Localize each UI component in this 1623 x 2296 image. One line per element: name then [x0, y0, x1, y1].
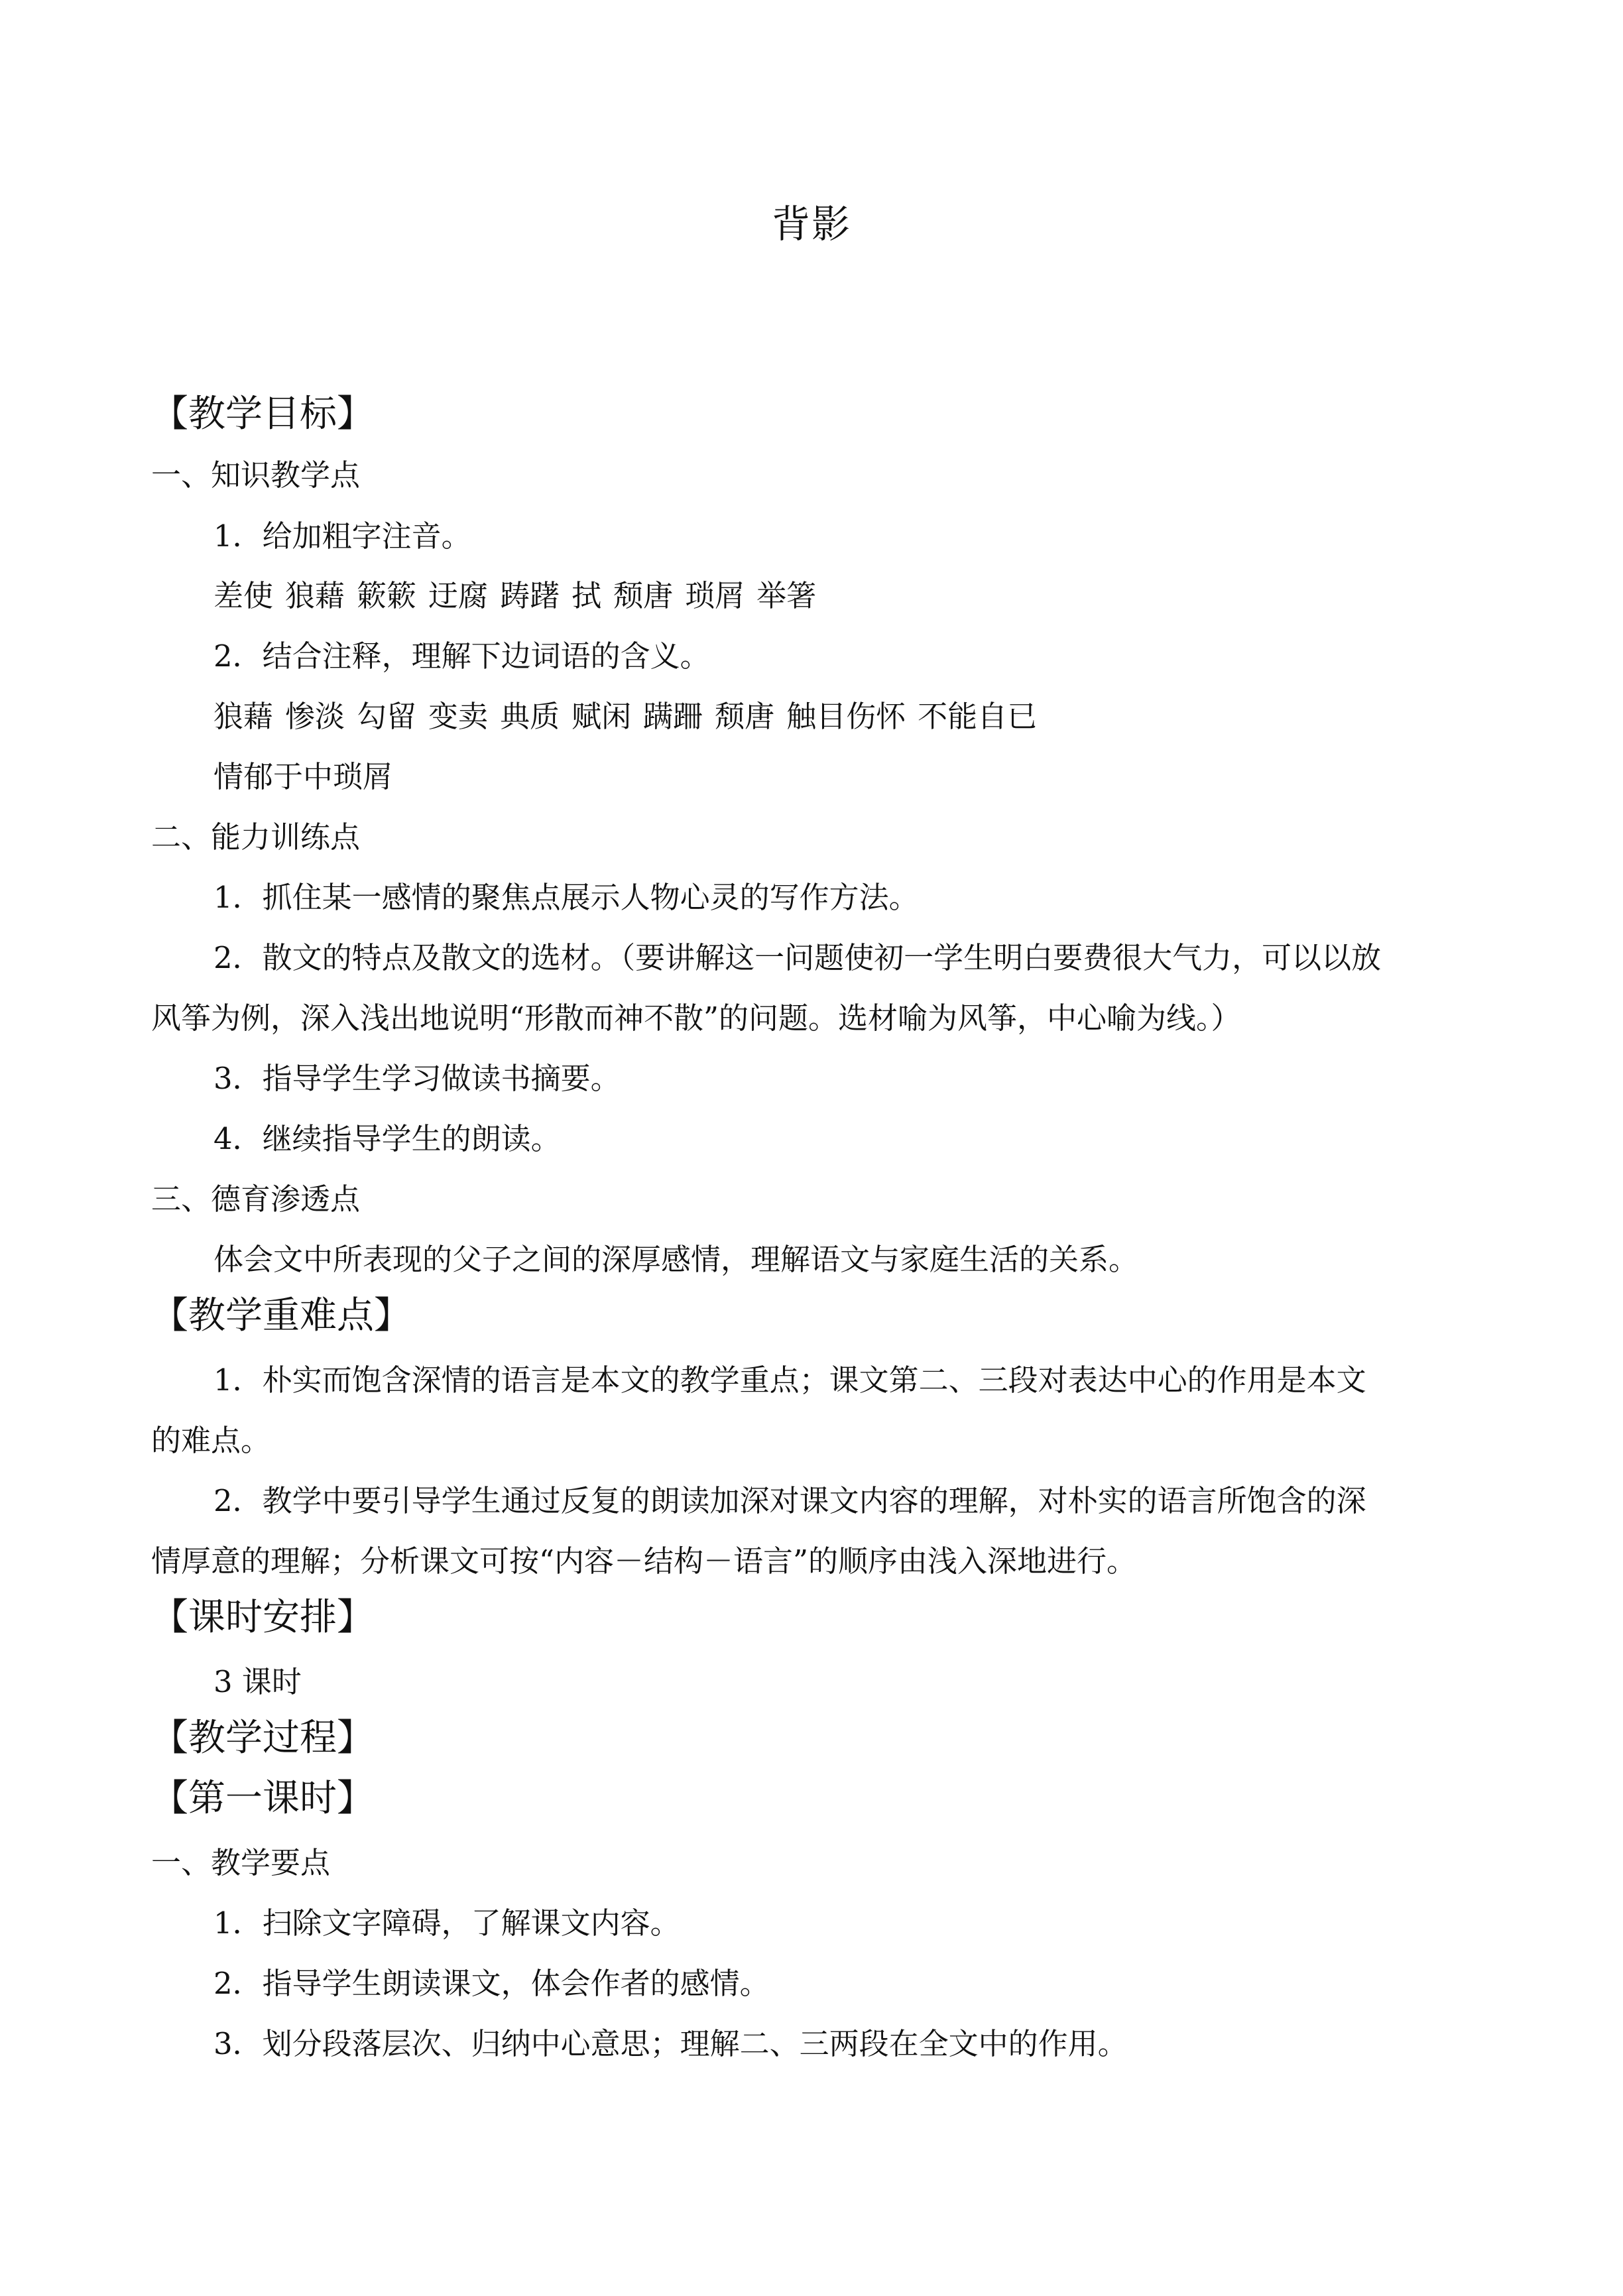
key-point-2-line-2: 情厚意的理解；分析课文可按“内容－结构－语言”的顺序由浅入深地进行。 — [151, 1543, 1137, 1579]
word: 惨淡 — [285, 699, 345, 734]
teaching-point-2: 2．指导学生朗读课文，体会作者的感情。 — [213, 1966, 770, 2001]
word: 狼藉 — [213, 699, 274, 734]
word: 差使 — [213, 578, 274, 613]
schedule-text: 3 课时 — [213, 1664, 302, 1699]
word: 触目伤怀 — [786, 699, 906, 734]
word: 举箸 — [756, 578, 817, 613]
teaching-point-1: 1．扫除文字障碍，了解课文内容。 — [213, 1905, 680, 1941]
ability-item-1: 1．抓住某一感情的聚焦点展示人物心灵的写作方法。 — [213, 880, 919, 915]
knowledge-item-2: 2．结合注释，理解下边词语的含义。 — [213, 638, 710, 674]
schedule-heading: 【课时安排】 — [151, 1596, 374, 1639]
word: 迂腐 — [428, 578, 489, 613]
word: 狼藉 — [285, 578, 345, 613]
word: 勾留 — [357, 699, 417, 734]
word: 赋闲 — [571, 699, 632, 734]
ability-item-3: 3．指导学生学习做读书摘要。 — [213, 1061, 621, 1096]
word: 不能自已 — [918, 699, 1038, 734]
moral-heading: 三、德育渗透点 — [151, 1181, 361, 1217]
vocabulary-word-list-continued: 情郁于中琐屑 — [213, 759, 393, 794]
ability-item-2-line-1: 2．散文的特点及散文的选材。（要讲解这一问题使初一学生明白要费很大气力，可以以放 — [213, 940, 1382, 975]
word: 变卖 — [428, 699, 489, 734]
goals-heading: 【教学目标】 — [151, 393, 374, 436]
ability-item-4: 4．继续指导学生的朗读。 — [213, 1121, 561, 1156]
key-point-1-line-2: 的难点。 — [151, 1423, 271, 1458]
teaching-point-3: 3．划分段落层次、归纳中心意思；理解二、三两段在全文中的作用。 — [213, 2026, 1128, 2061]
teaching-points-heading: 一、教学要点 — [151, 1845, 331, 1880]
word: 拭 — [571, 578, 602, 613]
word: 颓唐 — [613, 578, 674, 613]
key-points-heading: 【教学重难点】 — [151, 1294, 411, 1337]
vocabulary-word-list — [213, 694, 1049, 740]
knowledge-heading: 一、知识教学点 — [151, 457, 361, 493]
moral-text: 体会文中所表现的父子之间的深厚感情，理解语文与家庭生活的关系。 — [213, 1242, 1139, 1277]
word: 典质 — [500, 699, 560, 734]
key-point-2-line-1: 2．教学中要引导学生通过反复的朗读加深对课文内容的理解，对朴实的语言所饱含的深 — [213, 1483, 1366, 1518]
word: 簌簌 — [357, 578, 417, 613]
knowledge-item-1: 1．给加粗字注音。 — [213, 518, 471, 554]
pinyin-word-list — [213, 573, 828, 619]
process-heading: 【教学过程】 — [151, 1717, 374, 1760]
word: 琐屑 — [685, 578, 745, 613]
key-point-1-line-1: 1．朴实而饱含深情的语言是本文的教学重点；课文第二、三段对表达中心的作用是本文 — [213, 1362, 1366, 1398]
ability-item-2-line-2: 风筝为例，深入浅出地说明“形散而神不散”的问题。选材喻为风筝，中心喻为线。） — [151, 1000, 1241, 1036]
ability-heading: 二、能力训练点 — [151, 819, 361, 855]
word: 踌躇 — [500, 578, 560, 613]
word: 颓唐 — [715, 699, 775, 734]
word: 蹒跚 — [643, 699, 703, 734]
document-title: 背影 — [771, 202, 851, 247]
lesson-1-heading: 【第一课时】 — [151, 1777, 374, 1820]
